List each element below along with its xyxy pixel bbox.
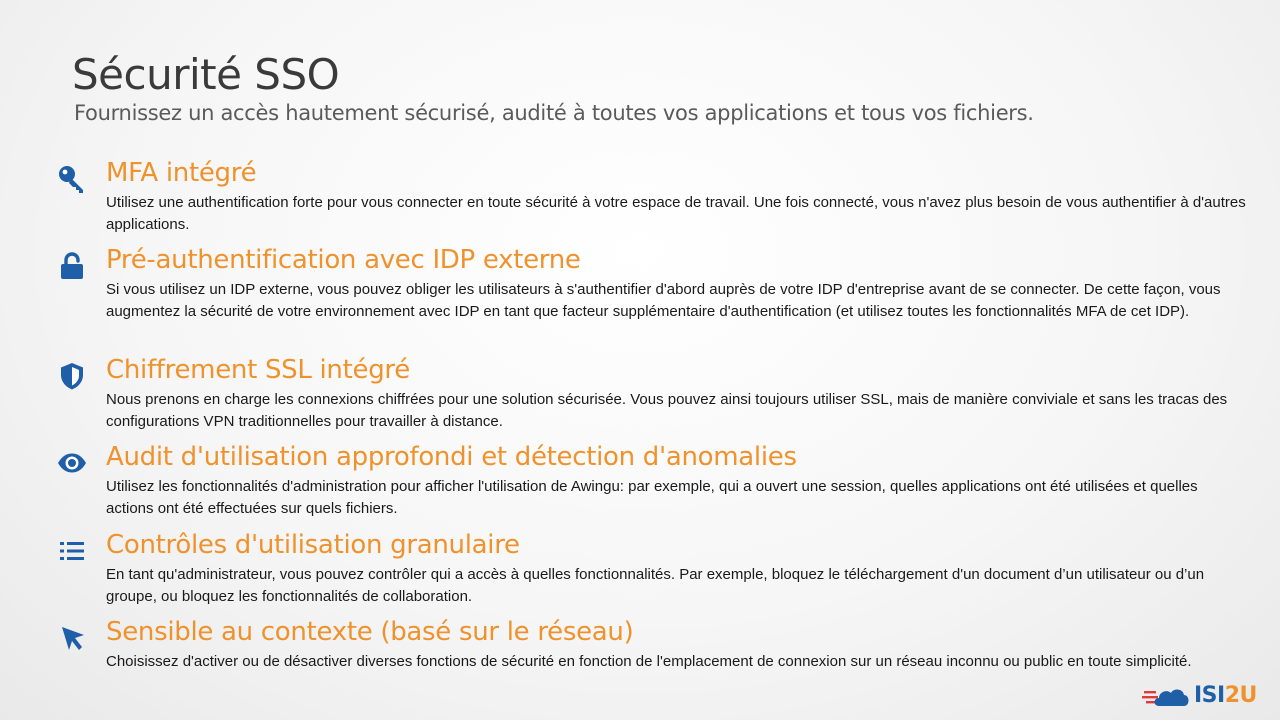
cursor-icon bbox=[52, 618, 92, 658]
feature-description: Nous prenons en charge les connexions chiffrées pour une solution sécurisée. Vous pouvez ainsi toujours utiliser SSL, mais de manière conviviale et sans les tracas des configurations VPN traditionnelles pour travailler à distance. bbox=[106, 391, 1228, 430]
eye-icon bbox=[52, 443, 92, 483]
feature-title: Chiffrement SSL intégré bbox=[106, 355, 410, 385]
page-title: Sécurité SSO bbox=[72, 50, 340, 99]
feature-title: MFA intégré bbox=[106, 158, 257, 188]
company-logo bbox=[1142, 680, 1257, 710]
feature-description: Utilisez les fonctionnalités d'administration pour afficher l'utilisation de Awingu: par exemple, qui a ouvert une session, quelles applications ont été utilisées et quelles actions ont été effectuées sur quels fichiers. bbox=[106, 478, 1198, 517]
page-subtitle: Fournissez un accès hautement sécurisé, audité à toutes vos applications et tous vos fichiers. bbox=[74, 101, 1034, 125]
logo-text: ISI2U bbox=[1194, 682, 1257, 708]
feature-title: Pré-authentification avec IDP externe bbox=[106, 245, 581, 275]
feature-description: Si vous utilisez un IDP externe, vous pouvez obliger les utilisateurs à s'authentifier d'abord auprès de votre IDP d'entreprise avant de se connecter. De cette façon, vous augmentez la sécurité de votre environnement avec IDP en tant que facteur supplémentaire d'authentification (et utilisez toutes les fonctionnalités MFA de cet IDP). bbox=[106, 281, 1221, 320]
feature-title: Sensible au contexte (basé sur le réseau) bbox=[106, 617, 634, 647]
feature-description: Utilisez une authentification forte pour vous connecter en toute sécurité à votre espace de travail. Une fois connecté, vous n'avez plus besoin de vous authentifier à d'autres applications. bbox=[106, 194, 1246, 233]
key-icon bbox=[52, 159, 92, 199]
feature-title: Audit d'utilisation approfondi et détection d'anomalies bbox=[106, 442, 797, 472]
cloud-icon bbox=[1142, 682, 1190, 708]
feature-description: Choisissez d'activer ou de désactiver diverses fonctions de sécurité en fonction de l'emplacement de connexion sur un réseau inconnu ou public en toute simplicité. bbox=[106, 653, 1192, 670]
feature-description: En tant qu'administrateur, vous pouvez contrôler qui a accès à quelles fonctionnalités. Par exemple, bloquez le téléchargement d'un document d’un utilisateur ou d’un groupe, ou bloquez les fonctionnalités de collaboration. bbox=[106, 566, 1205, 605]
feature-title: Contrôles d'utilisation granulaire bbox=[106, 530, 520, 560]
list-icon bbox=[52, 531, 92, 571]
shield-icon bbox=[52, 356, 92, 396]
unlock-icon bbox=[52, 246, 92, 286]
